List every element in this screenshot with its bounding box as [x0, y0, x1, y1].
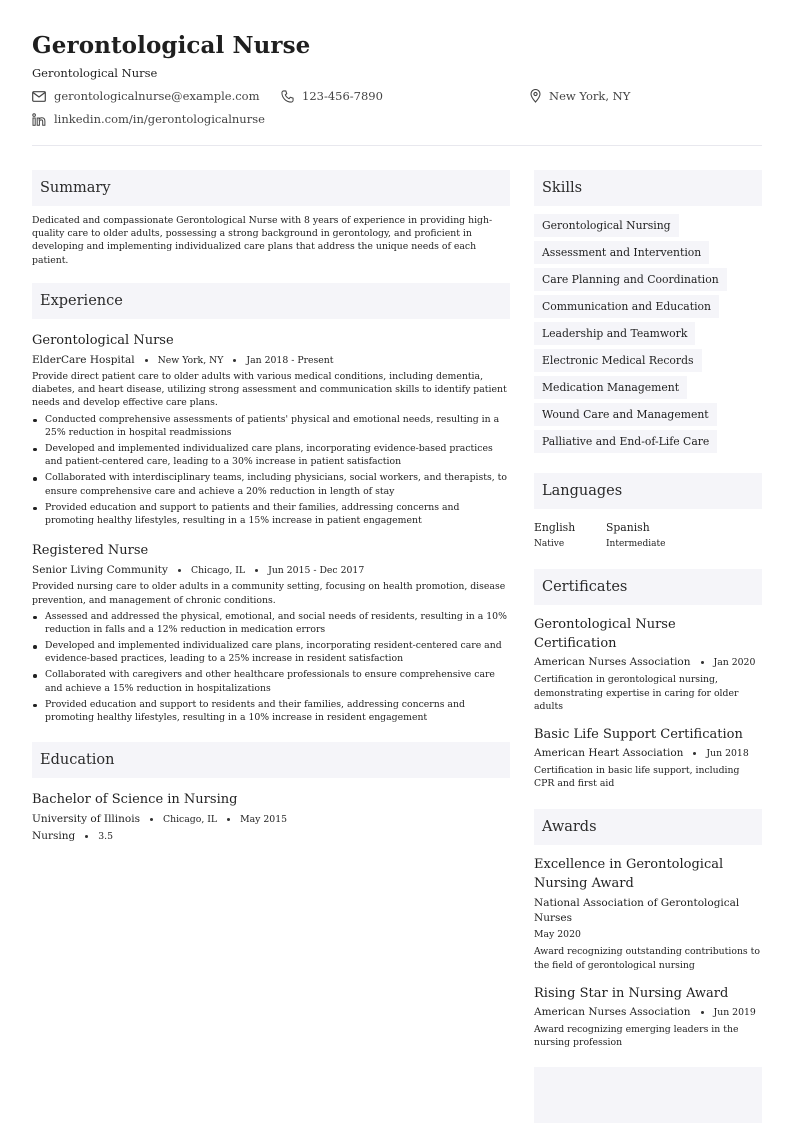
certificate-meta — [534, 747, 762, 759]
experience-heading: Experience — [32, 283, 510, 319]
summary-text: Dedicated and compassionate Gerontological Nurse with 8 years of experience in providing high-quality care to older adults, possessing a strong background in gerontology, and proficient in developing and implementing individualized care plans that address the unique needs of each patient. — [32, 215, 493, 266]
skill-tag: Assessment and Intervention — [534, 241, 709, 264]
separator-dot — [145, 359, 148, 362]
side-column — [534, 170, 762, 1049]
list-item: Assessed and addressed the physical, emotional, and social needs of residents, resulting in a 10% reduction in falls and a 12% reduction in medication errors — [32, 610, 510, 636]
language-item — [534, 521, 606, 549]
job-company: ElderCare Hospital — [32, 354, 135, 366]
certificate-title: Basic Life Support Certification — [534, 727, 743, 743]
candidate-title: Gerontological Nurse — [32, 65, 158, 80]
location-pin-icon — [530, 89, 541, 103]
job-entry — [32, 333, 510, 527]
certificate-title: Gerontological Nurse Certification — [534, 617, 676, 652]
list-item: Developed and implemented individualized care plans, incorporating resident-centered care and evidence-based practices, leading to a 25% increase in resident satisfaction — [32, 639, 510, 665]
contact-email[interactable] — [32, 89, 281, 103]
skills-list — [534, 214, 762, 457]
certificate-org: American Nurses Association — [534, 656, 691, 669]
separator-dot — [233, 359, 236, 362]
award-entry — [534, 984, 762, 1050]
list-item: Collaborated with interdisciplinary teams, including physicians, social workers, and therapists, to ensure comprehensive care and achieve a 20% reduction in length of stay — [32, 471, 510, 497]
separator-dot — [701, 1011, 704, 1014]
job-company: Senior Living Community — [32, 564, 168, 577]
main-column — [32, 170, 510, 842]
contact-row — [32, 85, 762, 108]
award-org: American Nurses Association — [534, 1006, 691, 1019]
email-text[interactable]: gerontologicalnurse@example.com — [54, 89, 260, 104]
skill-tag: Care Planning and Coordination — [534, 268, 727, 291]
list-item: Provided education and support to residents and their families, addressing concerns and promoting healthy lifestyles, resulting in a 10% increase in resident engagement — [32, 698, 510, 724]
candidate-name: Gerontological Nurse — [32, 32, 311, 59]
separator-dot — [693, 752, 696, 755]
summary-heading: Summary — [32, 170, 510, 206]
languages-list — [534, 521, 762, 549]
award-description: Award recognizing emerging leaders in the nursing profession — [534, 1024, 739, 1049]
contact-location — [530, 89, 630, 103]
contact-row-2 — [32, 108, 762, 131]
job-location: Chicago, IL — [190, 564, 246, 576]
skill-tag: Communication and Education — [534, 295, 719, 318]
linkedin-text[interactable]: linkedin.com/in/gerontologicalnurse — [54, 112, 265, 127]
separator-dot — [85, 835, 88, 838]
separator-dot — [150, 818, 153, 821]
school-location: Chicago, IL — [162, 813, 218, 825]
header-divider — [32, 145, 762, 146]
job-location: New York, NY — [157, 354, 224, 366]
empty-section-block — [534, 1067, 762, 1123]
certificate-entry — [534, 615, 762, 713]
list-item: Conducted comprehensive assessments of patients' physical and emotional needs, resulting in a 25% reduction in hospital readmissions — [32, 413, 510, 439]
job-description: Provided nursing care to older adults in a community setting, focusing on health promotion, disease prevention, and management of chronic conditions. — [32, 581, 506, 606]
award-title: Excellence in Gerontological Nursing Award — [534, 856, 724, 891]
language-name: Spanish — [606, 521, 650, 534]
skill-tag: Leadership and Teamwork — [534, 322, 695, 345]
list-item: Provided education and support to patients and their families, addressing concerns and promoting healthy lifestyles, resulting in a 15% increase in patient engagement — [32, 501, 510, 527]
list-item: Collaborated with caregivers and other healthcare professionals to ensure comprehensive care and achieve a 15% reduction in hospitalizations — [32, 668, 510, 694]
job-description: Provide direct patient care to older adults with various medical conditions, including dementia, diabetes, and heart disease, utilizing strong assessment and communication skills to identify patient needs and develop effective care plans. — [32, 371, 507, 409]
certificate-org: American Heart Association — [534, 747, 684, 760]
language-level: Native — [534, 539, 565, 549]
location-text: New York, NY — [549, 89, 631, 104]
job-title: Gerontological Nurse — [32, 332, 174, 348]
certificate-date: Jan 2020 — [713, 656, 756, 668]
phone-icon — [281, 90, 294, 103]
education-meta — [32, 813, 510, 825]
separator-dot — [255, 569, 258, 572]
language-name: English — [534, 521, 576, 534]
school-name: University of Illinois — [32, 813, 140, 826]
job-meta — [32, 564, 510, 576]
separator-dot — [178, 569, 181, 572]
contact-phone[interactable] — [281, 89, 530, 103]
language-level: Intermediate — [606, 539, 666, 549]
certificates-heading: Certificates — [534, 569, 762, 605]
phone-text[interactable]: 123-456-7890 — [302, 89, 383, 104]
education-field-row — [32, 830, 510, 842]
job-meta — [32, 354, 510, 366]
award-date: May 2020 — [534, 929, 581, 941]
award-date: Jun 2019 — [713, 1006, 756, 1018]
job-bullets — [32, 413, 510, 528]
linkedin-icon — [32, 113, 46, 126]
contact-linkedin[interactable] — [32, 112, 265, 126]
job-dates: Jan 2018 - Present — [246, 354, 334, 366]
separator-dot — [227, 818, 230, 821]
skill-tag: Electronic Medical Records — [534, 349, 702, 372]
certificate-date: Jun 2018 — [706, 747, 749, 759]
certificate-description: Certification in gerontological nursing, demonstrating expertise in caring for older adults — [534, 674, 739, 712]
skills-heading: Skills — [534, 170, 762, 206]
skill-tag: Wound Care and Management — [534, 403, 717, 426]
awards-heading: Awards — [534, 809, 762, 845]
mail-icon — [32, 91, 46, 102]
job-title: Registered Nurse — [32, 543, 149, 559]
certificate-meta — [534, 656, 762, 668]
skill-tag: Palliative and End-of-Life Care — [534, 430, 717, 453]
award-entry — [534, 855, 762, 972]
certificate-entry — [534, 725, 762, 791]
award-meta — [534, 1006, 762, 1018]
job-dates: Jun 2015 - Dec 2017 — [268, 564, 365, 576]
job-entry — [32, 543, 510, 724]
field-of-study: Nursing — [32, 830, 76, 843]
education-entry — [32, 792, 510, 842]
gpa-value: 3.5 — [98, 830, 113, 842]
education-heading: Education — [32, 742, 510, 778]
award-description: Award recognizing outstanding contributions to the field of gerontological nursing — [534, 946, 760, 971]
resume-header — [32, 32, 762, 131]
separator-dot — [701, 661, 704, 664]
graduation-date: May 2015 — [240, 813, 288, 825]
languages-heading: Languages — [534, 473, 762, 509]
award-title: Rising Star in Nursing Award — [534, 985, 729, 1001]
degree-title: Bachelor of Science in Nursing — [32, 792, 238, 808]
job-bullets — [32, 610, 510, 725]
language-item — [606, 521, 678, 549]
skill-tag: Gerontological Nursing — [534, 214, 679, 237]
certificate-description: Certification in basic life support, including CPR and first aid — [534, 765, 740, 790]
list-item: Developed and implemented individualized care plans, incorporating evidence-based practices and patient-centered care, leading to a 30% increase in patient satisfaction — [32, 442, 510, 468]
award-org: National Association of Gerontological Nurses — [534, 897, 740, 924]
skill-tag: Medication Management — [534, 376, 687, 399]
